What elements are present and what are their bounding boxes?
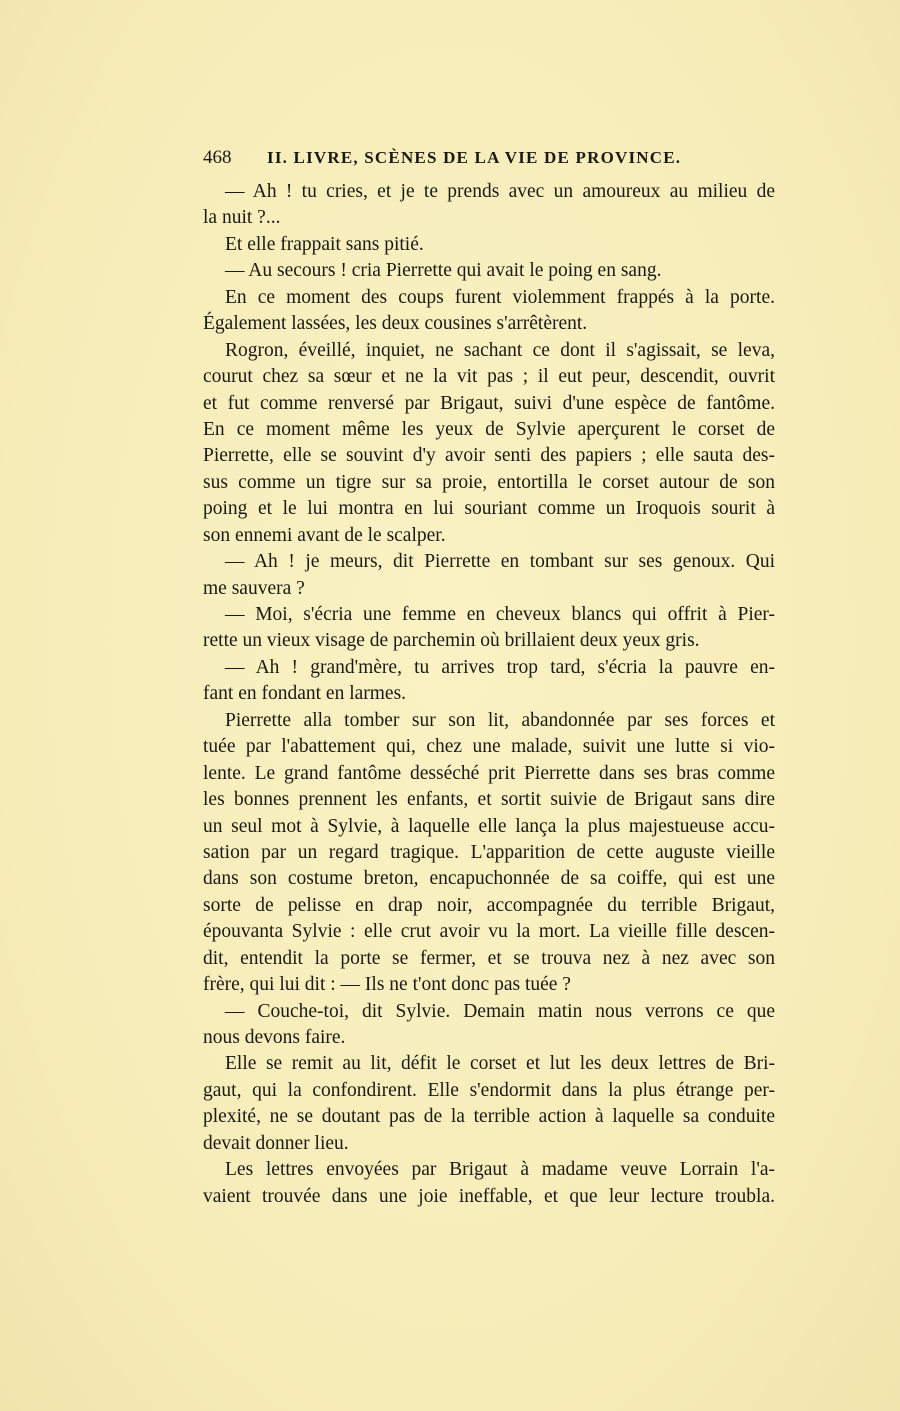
text-line: dans son costume breton, encapuchonnée de sa coiffe, qui est une [203,868,775,890]
text-line: gaut, qui la confondirent. Elle s'endormit dans la plus étrange per- [203,1079,775,1101]
text-line: me sauvera ? [203,577,305,599]
paragraph [203,999,775,1052]
running-title: II. LIVRE, SCÈNES DE LA VIE DE PROVINCE. [267,148,682,167]
text-line: — Au secours ! cria Pierrette qui avait le poing en sang. [225,260,662,282]
text-line: Également lassées, les deux cousines s'arrêtèrent. [203,313,588,335]
paragraph [203,655,775,708]
text-line: rette un vieux visage de parchemin où brillaient deux yeux gris. [203,630,700,652]
text-line: — Couche-toi, dit Sylvie. Demain matin nous verrons ce que [225,1000,775,1022]
text-line: lente. Le grand fantôme desséché prit Pierrette dans ses bras comme [203,762,775,784]
paragraph [203,285,775,338]
text-line: En ce moment des coups furent violemment frappés à la porte. [225,286,775,308]
text-line: la nuit ?... [203,207,281,229]
text-line: sorte de pelisse en drap noir, accompagnée du terrible Brigaut, [203,894,775,916]
paragraph [203,1051,775,1157]
text-line: vaient trouvée dans une joie ineffable, et que leur lecture troubla. [203,1185,775,1207]
text-line: frère, qui lui dit : — Ils ne t'ont donc pas tuée ? [203,974,571,996]
paragraph [203,549,775,602]
paragraph [203,338,775,550]
text-line: épouvanta Sylvie : elle crut avoir vu la mort. La vieille fille descen- [203,921,775,943]
text-line: — Moi, s'écria une femme en cheveux blancs qui offrit à Pier- [225,604,775,625]
text-line: — Ah ! je meurs, dit Pierrette en tombant sur ses genoux. Qui [225,551,775,573]
text-line: Les lettres envoyées par Brigaut à madame veuve Lorrain l'a- [225,1159,775,1181]
text-line: fant en fondant en larmes. [203,683,407,705]
page-number: 468 [203,147,232,168]
text-line: sus comme un tigre sur sa proie, entortilla le corset autour de son [203,471,775,493]
text-line: poing et le lui montra en lui souriant comme un Iroquois sourit à [203,498,775,520]
text-line: Pierrette, elle se souvint d'y avoir senti des papiers ; elle sauta des- [203,445,775,467]
text-line: un seul mot à Sylvie, à laquelle elle lança la plus majestueuse accu- [203,815,775,837]
text-line: tuée par l'abattement qui, chez une malade, suivit une lutte si vio- [203,736,775,758]
text-line: et fut comme renversé par Brigaut, suivi d'une espèce de fantôme. [203,392,775,414]
text-line: sation par un regard tragique. L'apparition de cette auguste vieille [203,841,775,863]
paragraph [203,602,775,655]
text-line: nous devons faire. [203,1027,346,1048]
paragraph [203,708,775,999]
text-line: Elle se remit au lit, défit le corset et lut les deux lettres de Bri- [225,1053,775,1075]
running-header [203,147,775,173]
text-line: En ce moment même les yeux de Sylvie aperçurent le corset de [203,418,775,440]
text-line: plexité, ne se doutant pas de la terrible action à laquelle sa conduite [203,1106,775,1128]
paragraph [203,232,775,258]
page-body [203,179,775,1210]
text-line: Rogron, éveillé, inquiet, ne sachant ce dont il s'agissait, se leva, [225,339,775,361]
text-line: les bonnes prennent les enfants, et sortit suivie de Brigaut sans dire [203,789,775,811]
paragraph [203,1157,775,1210]
text-line: son ennemi avant de le scalper. [203,524,446,546]
paragraph [203,258,775,284]
text-line: — Ah ! tu cries, et je te prends avec un amoureux au milieu de [225,181,775,202]
text-line: Et elle frappait sans pitié. [225,233,424,255]
text-line: dit, entendit la porte se fermer, et se trouva nez à nez avec son [203,947,775,969]
text-line: — Ah ! grand'mère, tu arrives trop tard, s'écria la pauvre en- [225,656,775,678]
text-line: courut chez sa sœur et ne la vit pas ; il eut peur, descendit, ouvrit [203,366,775,388]
text-line: Pierrette alla tomber sur son lit, abandonnée par ses forces et [225,709,775,731]
text-line: devait donner lieu. [203,1132,349,1154]
paragraph [203,179,775,232]
